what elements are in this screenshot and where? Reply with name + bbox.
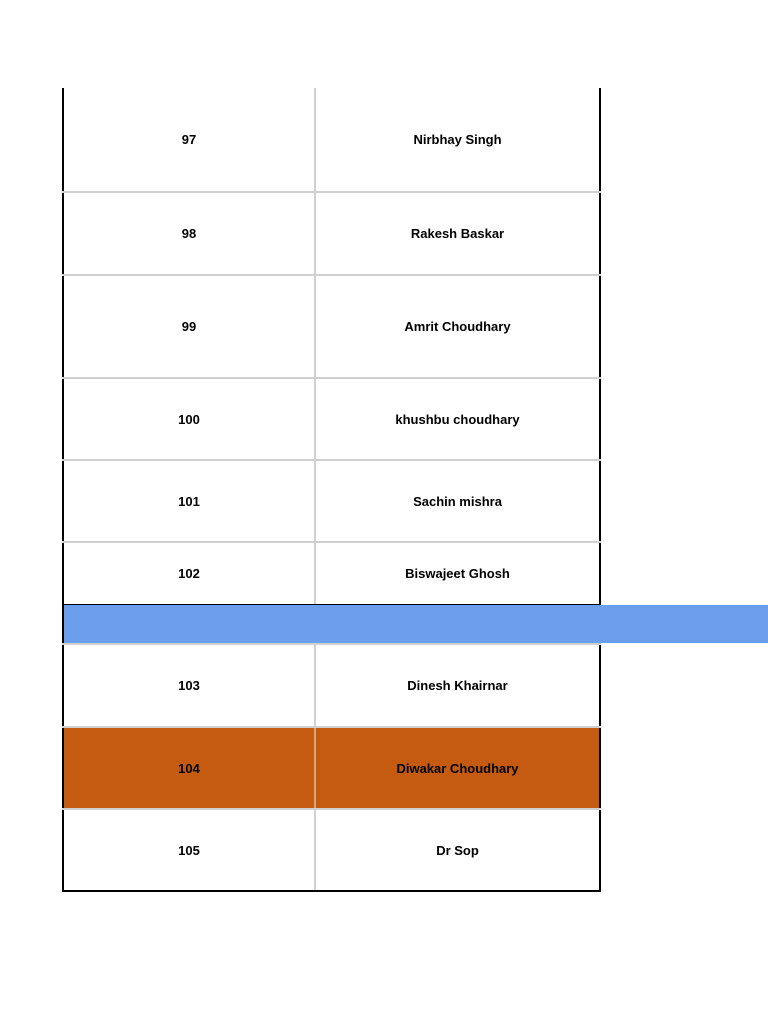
- row-name-cell: Amrit Choudhary: [404, 319, 511, 334]
- row-number-cell: 103: [64, 645, 316, 726]
- table-row: [62, 88, 601, 191]
- row-number-cell: 100: [64, 379, 316, 459]
- row-number-cell: 102: [64, 543, 316, 604]
- row-number-cell: 98: [64, 193, 316, 274]
- table-row: [62, 645, 601, 726]
- row-name-cell: Nirbhay Singh: [413, 132, 502, 147]
- row-name-cell: Dinesh Khairnar: [407, 678, 508, 693]
- table-row: [62, 193, 601, 274]
- separator-band: [62, 605, 768, 643]
- table-row: [62, 379, 601, 459]
- row-name-cell: Sachin mishra: [413, 493, 502, 509]
- table-row: [62, 810, 601, 890]
- row-number-cell: 97: [64, 88, 316, 191]
- table-row: [62, 461, 601, 541]
- row-name-cell: Dr Sop: [436, 842, 479, 858]
- table-row: [62, 543, 601, 604]
- row-name-cell: Diwakar Choudhary: [396, 760, 519, 776]
- row-name-cell: khushbu choudhary: [395, 411, 520, 427]
- highlighted-table-row: [62, 728, 601, 808]
- table-row: [62, 276, 601, 377]
- row-number-cell: 105: [64, 810, 316, 890]
- table-bottom-border: [62, 890, 601, 892]
- row-number-cell: 101: [64, 461, 316, 541]
- row-number-cell: 104: [64, 728, 316, 808]
- row-name-cell: Biswajeet Ghosh: [405, 566, 510, 581]
- row-name-cell: Rakesh Baskar: [410, 226, 505, 241]
- row-number-cell: 99: [64, 276, 316, 377]
